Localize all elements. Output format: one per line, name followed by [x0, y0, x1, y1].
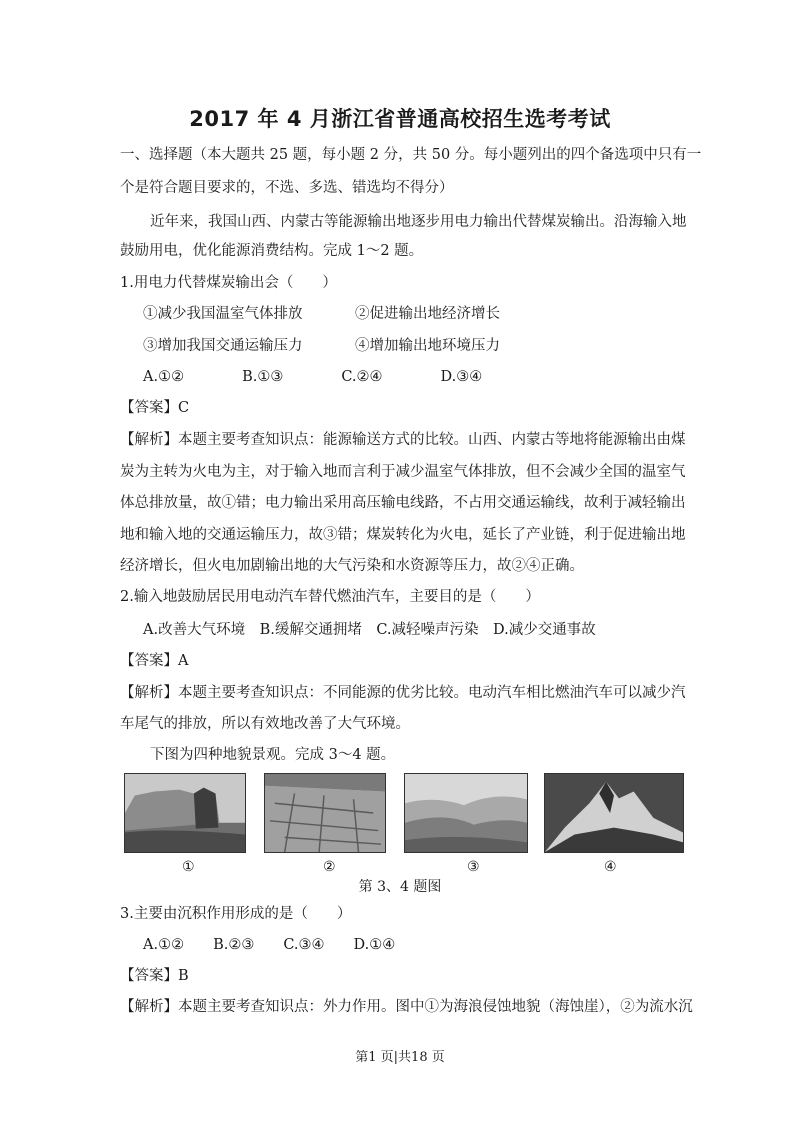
q1-analysis-line: 炭为主转为火电为主，对于输入地而言利于减少温室气体排放，但不会减少全国的温室气	[120, 464, 686, 480]
q3-analysis-line: 【解析】本题主要考查知识点：外力作用。图中①为海浪侵蚀地貌（海蚀崖），②为流水沉	[120, 999, 693, 1015]
alluvial-fan-photo	[264, 773, 386, 853]
sea-cliff-photo	[124, 773, 246, 853]
q1-choices: A.①② B.①③ C.②④ D.③④	[143, 369, 483, 385]
q1-option-4: ④增加输出地环境压力	[355, 338, 500, 354]
page-footer: 第1 页|共18 页	[355, 1050, 445, 1065]
q2-analysis-line: 【解析】本题主要考查知识点：不同能源的优劣比较。电动汽车相比燃油汽车可以减少汽	[120, 685, 686, 701]
sand-dune-photo	[404, 773, 528, 853]
q2-choices: A.改善大气环境 B.缓解交通拥堵 C.减轻噪声污染 D.减少交通事故	[143, 622, 596, 638]
photo-label-3: ③	[467, 859, 480, 875]
intro-3-4: 下图为四种地貌景观。完成 3～4 题。	[150, 747, 396, 763]
figure-caption: 第 3、4 题图	[358, 879, 442, 895]
q3-choices: A.①② B.②③ C.③④ D.①④	[143, 937, 396, 953]
landform-photos	[124, 773, 684, 853]
photo-label-4: ④	[604, 859, 617, 875]
section-heading-line1: 一、选择题（本大题共 25 题，每小题 2 分，共 50 分。每小题列出的四个备选项中只有一	[120, 147, 702, 163]
q1-analysis-line: 地和输入地的交通运输压力，故③错；煤炭转化为火电，延长了产业链，利于促进输出地	[120, 527, 686, 543]
q1-stem: 1.用电力代替煤炭输出会（ ）	[120, 275, 337, 291]
section-heading-line2: 个是符合题目要求的，不选、多选、错选均不得分）	[120, 180, 454, 196]
q2-analysis-line: 车尾气的排放，所以有效地改善了大气环境。	[120, 716, 410, 732]
q1-analysis-line: 经济增长，但火电加剧输出地的大气污染和水资源等压力，故②④正确。	[120, 558, 584, 574]
photo-label-1: ①	[182, 859, 195, 875]
q3-stem: 3.主要由沉积作用形成的是（ ）	[120, 906, 352, 922]
intro-1-2-line1: 近年来，我国山西、内蒙古等能源输出地逐步用电力输出代替煤炭输出。沿海输入地	[150, 214, 687, 230]
q1-option-3: ③增加我国交通运输压力	[143, 338, 303, 354]
q1-analysis-line: 体总排放量，故①错；电力输出采用高压输电线路，不占用交通运输线，故利于减轻输出	[120, 495, 686, 511]
glacial-peak-photo	[544, 773, 684, 853]
q3-answer: 【答案】B	[120, 968, 189, 984]
exam-title: 2017 年 4 月浙江省普通高校招生选考考试	[189, 107, 611, 131]
q1-option-2: ②促进输出地经济增长	[355, 306, 500, 322]
q1-option-1: ①减少我国温室气体排放	[143, 306, 303, 322]
intro-1-2-line2: 鼓励用电，优化能源消费结构。完成 1～2 题。	[120, 243, 424, 259]
q2-answer: 【答案】A	[120, 653, 189, 669]
q1-analysis-line: 【解析】本题主要考查知识点：能源输送方式的比较。山西、内蒙古等地将能源输出由煤	[120, 432, 686, 448]
photo-label-2: ②	[323, 859, 336, 875]
q1-answer: 【答案】C	[120, 400, 190, 416]
q2-stem: 2.输入地鼓励居民用电动汽车替代燃油汽车，主要目的是（ ）	[120, 589, 540, 605]
